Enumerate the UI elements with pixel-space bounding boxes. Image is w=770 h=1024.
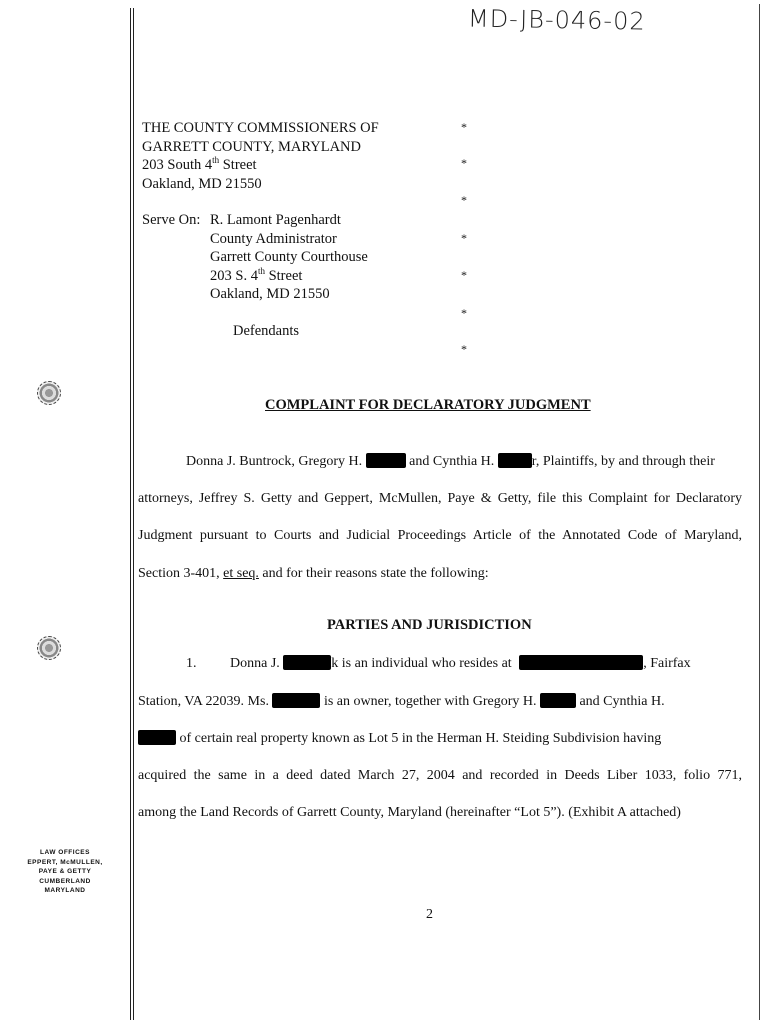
- para1-line-4: acquired the same in a deed dated March 27, 2004 and recorded in Deeds Liber 1033, folio 771,: [138, 768, 742, 783]
- caption-asterisk: *: [461, 231, 467, 245]
- caption-asterisk: *: [461, 156, 467, 170]
- left-margin-rule-inner: [133, 8, 134, 1020]
- caption-line-1: THE COUNTY COMMISSIONERS OF: [142, 120, 379, 136]
- caption-asterisk: *: [461, 120, 467, 134]
- document-title: COMPLAINT FOR DECLARATORY JUDGMENT: [265, 397, 591, 413]
- serve-line-4: 203 S. 4th Street: [210, 265, 303, 284]
- caption-line-2: GARRETT COUNTY, MARYLAND: [142, 138, 361, 155]
- defendants-label: Defendants: [233, 323, 300, 339]
- redaction-bar: [283, 655, 331, 670]
- caption-line-4: Oakland, MD 21550: [142, 175, 262, 192]
- serve-on-label: Serve On:: [142, 212, 201, 228]
- para1-line-3: of certain real property known as Lot 5 in the Herman H. Steiding Subdivision having: [138, 730, 742, 748]
- caption-line-3: 203 South 4th Street: [142, 155, 257, 173]
- intro-line-2: attorneys, Jeffrey S. Getty and Geppert, McMullen, Paye & Getty, file this Complaint for Declaratory: [138, 491, 742, 506]
- serve-line-5: Oakland, MD 21550: [210, 286, 330, 302]
- caption-asterisk: *: [461, 268, 467, 282]
- redaction-bar: [519, 655, 643, 670]
- serve-line-1: R. Lamont Pagenhardt: [210, 212, 341, 228]
- caption-defendant-address: [142, 119, 379, 193]
- caption-asterisk: *: [461, 193, 467, 207]
- serve-line-2: County Administrator: [210, 230, 337, 247]
- caption-asterisk: *: [461, 342, 467, 356]
- redaction-bar: [498, 453, 532, 468]
- redaction-bar: [272, 693, 320, 708]
- left-margin-rule: [130, 8, 131, 1020]
- handwritten-case-number: MD-JB-046-02: [467, 4, 646, 36]
- right-edge-rule: [759, 4, 760, 1020]
- para1-number: 1.: [186, 656, 197, 671]
- intro-line-4: Section 3-401, et seq. and for their reasons state the following:: [138, 566, 489, 581]
- notary-seal-icon: [37, 381, 61, 405]
- serve-on-address: [210, 211, 368, 304]
- serve-line-3: Garrett County Courthouse: [210, 249, 368, 265]
- para1-line-5: among the Land Records of Garrett County, Maryland (hereinafter “Lot 5”). (Exhibit A attached): [138, 805, 681, 820]
- redaction-bar: [540, 693, 576, 708]
- para1-line-1: Donna J. k is an individual who resides at , Fairfax: [230, 656, 691, 671]
- section-heading: PARTIES AND JURISDICTION: [327, 617, 532, 633]
- redaction-bar: [138, 730, 176, 745]
- para1-line-2: Station, VA 22039. Ms. is an owner, together with Gregory H. and Cynthia H.: [138, 694, 665, 709]
- intro-line-3: Judgment pursuant to Courts and Judicial Proceedings Article of the Annotated Code of Maryland,: [138, 528, 742, 543]
- caption-asterisk: *: [461, 306, 467, 320]
- law-office-stamp: LAW OFFICES EPPERT, McMULLEN, PAYE & GETTY CUMBERLAND MARYLAND: [27, 849, 103, 894]
- redaction-bar: [366, 453, 406, 468]
- page-number: 2: [426, 907, 433, 922]
- intro-line-1: Donna J. Buntrock, Gregory H. and Cynthia H. r, Plaintiffs, by and through their: [186, 454, 715, 469]
- notary-seal-icon: [37, 636, 61, 660]
